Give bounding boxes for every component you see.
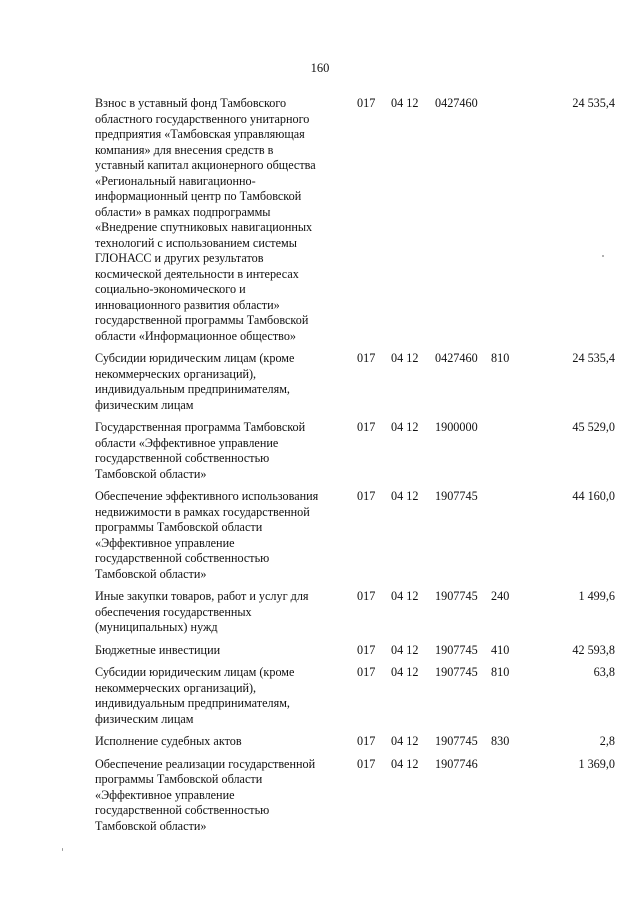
table-row — [95, 589, 615, 636]
budget-table — [95, 96, 615, 841]
ministry-code: 017 — [357, 756, 376, 771]
page-number: 160 — [310, 61, 330, 75]
table-row — [95, 420, 615, 482]
amount: 45 529,0 — [572, 420, 615, 434]
scan-speck — [602, 255, 604, 257]
section-code: 04 12 — [391, 642, 419, 657]
table-row — [95, 734, 615, 750]
row-description: Обеспечение реализации государственной программы Тамбовской области «Эффективное управление государственной собственностью Тамбовской области» — [95, 756, 316, 833]
table-row — [95, 351, 615, 413]
row-description: Субсидии юридическим лицам (кроме некоммерческих организаций), индивидуальным предпринимателям, физическим лицам — [95, 665, 295, 726]
section-code: 04 12 — [391, 96, 419, 110]
section-code: 04 12 — [391, 756, 419, 771]
amount: 44 160,0 — [572, 489, 615, 503]
table-row — [95, 96, 615, 344]
ministry-code: 017 — [357, 665, 376, 679]
section-code: 04 12 — [391, 351, 419, 365]
section-code: 04 12 — [391, 420, 419, 434]
table-row — [95, 643, 615, 659]
row-description: Государственная программа Тамбовской области «Эффективное управление государственной собственностью Тамбовской области» — [95, 420, 306, 481]
target-article-code: 1907745 — [435, 642, 478, 657]
table-row — [95, 757, 615, 835]
expense-type-code: 810 — [491, 351, 510, 365]
ministry-code: 017 — [357, 642, 376, 657]
amount: 2,8 — [599, 734, 615, 748]
section-code: 04 12 — [391, 665, 419, 679]
ministry-code: 017 — [357, 734, 376, 748]
target-article-code: 1907745 — [435, 665, 478, 679]
row-description: Обеспечение эффективного использования недвижимости в рамках государственной программы Тамбовской области «Эффективное управление государственной собственностью Тамбовской области» — [95, 489, 319, 581]
target-article-code: 1900000 — [435, 420, 478, 434]
section-code: 04 12 — [391, 734, 419, 748]
row-description: Взнос в уставный фонд Тамбовского областного государственного унитарного предприятия «Тамбовская управляющая компания» для внесения средств в уставный капитал акционерного общества «Региональный навигационно- информационный центр по Тамбовской области» в рамках подпрограммы «Внедрение спутниковых навигационных технологий с использованием системы ГЛОНАСС и других результатов космической деятельности в интересах социально-экономического и инновационного развития области» государственной программы Тамбовской области «Информационное общество» — [95, 96, 316, 343]
target-article-code: 0427460 — [435, 351, 478, 365]
ministry-code: 017 — [357, 420, 376, 434]
target-article-code: 0427460 — [435, 96, 478, 110]
ministry-code: 017 — [357, 489, 376, 503]
amount: 42 593,8 — [572, 642, 615, 657]
expense-type-code: 240 — [491, 589, 510, 603]
amount: 1 499,6 — [578, 589, 615, 603]
section-code: 04 12 — [391, 489, 419, 503]
ministry-code: 017 — [357, 589, 376, 603]
expense-type-code: 810 — [491, 665, 510, 679]
target-article-code: 1907745 — [435, 489, 478, 503]
amount: 63,8 — [593, 665, 615, 679]
ministry-code: 017 — [357, 351, 376, 365]
amount: 1 369,0 — [578, 756, 615, 771]
table-row — [95, 665, 615, 727]
table-row — [95, 489, 615, 582]
row-description: Субсидии юридическим лицам (кроме некоммерческих организаций), индивидуальным предпринимателям, физическим лицам — [95, 351, 295, 412]
amount: 24 535,4 — [572, 96, 615, 110]
target-article-code: 1907745 — [435, 589, 478, 603]
expense-type-code: 830 — [491, 734, 510, 748]
row-description: Иные закупки товаров, работ и услуг для обеспечения государственных (муниципальных) нужд — [95, 589, 309, 634]
ministry-code: 017 — [357, 96, 376, 110]
section-code: 04 12 — [391, 589, 419, 603]
target-article-code: 1907746 — [435, 756, 478, 771]
row-description: Бюджетные инвестиции — [95, 642, 221, 657]
expense-type-code: 410 — [491, 642, 510, 657]
target-article-code: 1907745 — [435, 734, 478, 748]
amount: 24 535,4 — [572, 351, 615, 365]
scan-speck — [62, 848, 63, 851]
row-description: Исполнение судебных актов — [95, 734, 242, 748]
